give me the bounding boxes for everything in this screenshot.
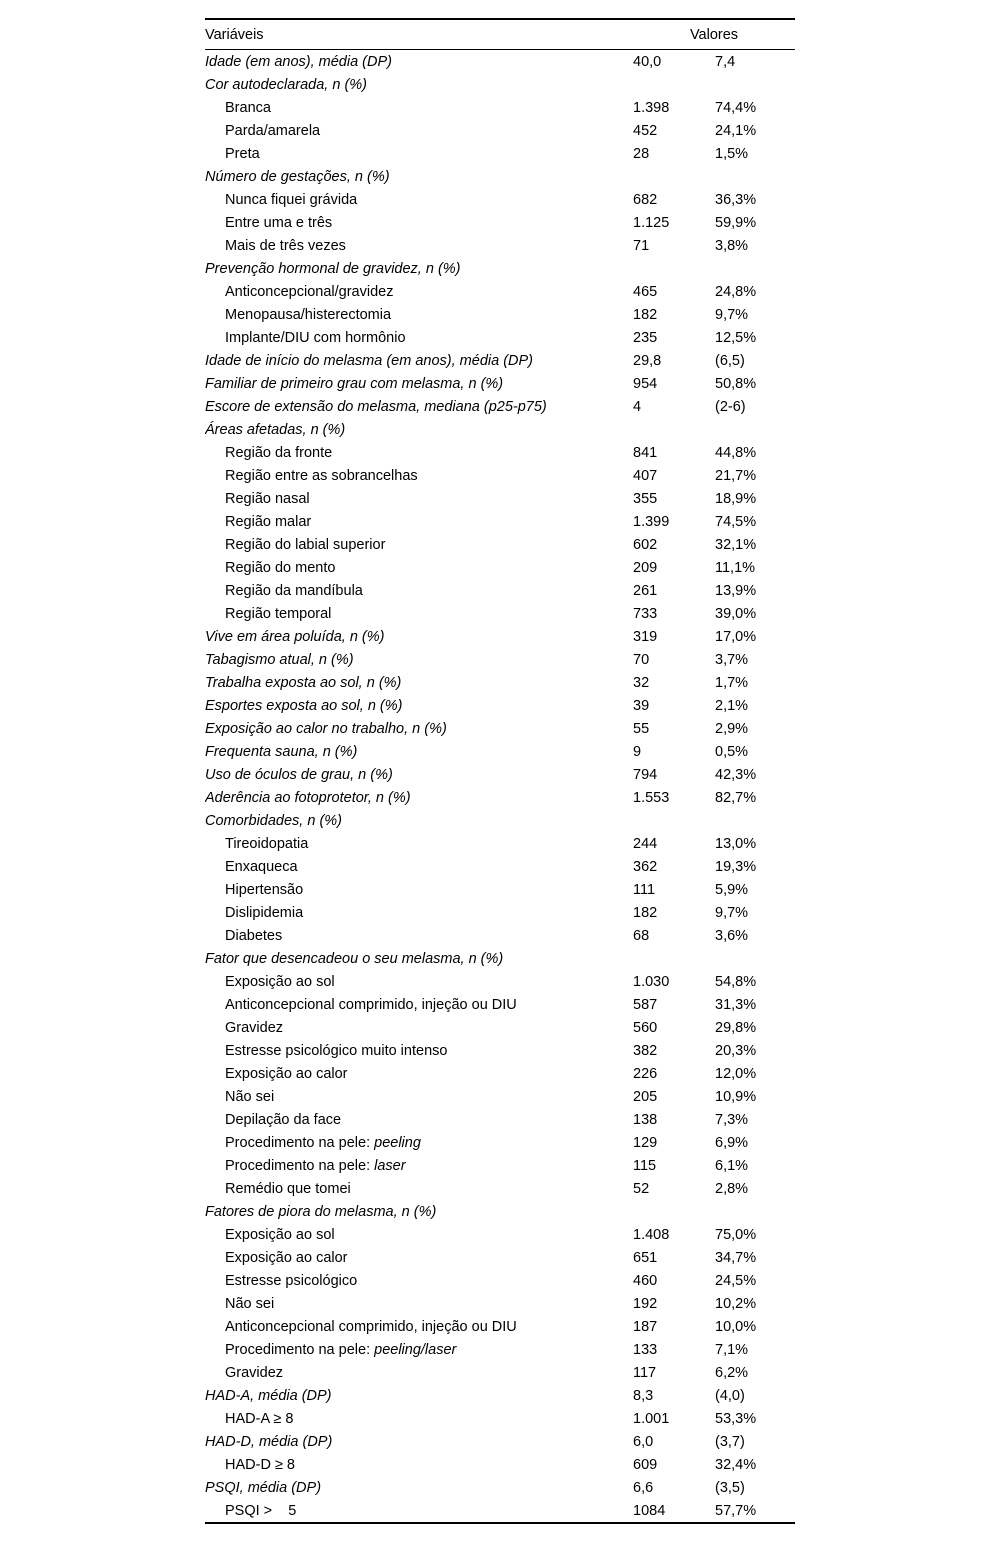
- row-value-count: 68: [633, 927, 650, 944]
- row-value-count: 560: [633, 1019, 658, 1036]
- row-value-percent: 36,3%: [715, 191, 757, 208]
- table-row: [205, 878, 795, 901]
- row-label-italic-part: peeling: [374, 1134, 421, 1151]
- table-row: [205, 487, 795, 510]
- table-row: [205, 740, 795, 763]
- row-value-percent: 13,0%: [715, 835, 757, 852]
- row-label: Estresse psicológico muito intenso: [225, 1042, 448, 1059]
- row-label: Branca: [225, 99, 271, 116]
- table-row: [205, 648, 795, 671]
- table-header-row: [205, 19, 795, 50]
- row-value-percent: 19,3%: [715, 858, 757, 875]
- row-label: Menopausa/histerectomia: [225, 306, 392, 323]
- row-value-count: [633, 947, 715, 970]
- row-value-count: 192: [633, 1295, 658, 1312]
- table-row: [205, 1361, 795, 1384]
- row-value-percent: 7,3%: [715, 1111, 749, 1128]
- table-row: [205, 809, 795, 832]
- row-value-count: 182: [633, 904, 658, 921]
- table-row: [205, 1476, 795, 1499]
- table-row: [205, 947, 795, 970]
- table-row: [205, 625, 795, 648]
- row-label: Exposição ao sol: [225, 1226, 335, 1243]
- row-label: HAD-D ≥ 8: [225, 1456, 295, 1473]
- table-container: [205, 18, 795, 1524]
- row-value-count: 40,0: [633, 53, 662, 70]
- row-value-count: 9: [633, 743, 642, 760]
- row-value-percent: 24,8%: [715, 283, 757, 300]
- row-value-count: 1.030: [633, 973, 670, 990]
- table-body: [205, 50, 795, 1524]
- row-label: Exposição ao sol: [225, 973, 335, 990]
- row-value-percent: 1,5%: [715, 145, 749, 162]
- row-value-count: 209: [633, 559, 658, 576]
- row-value-percent: 59,9%: [715, 214, 757, 231]
- column-header-valores: Valores: [633, 19, 795, 50]
- row-value-count: 319: [633, 628, 658, 645]
- row-label: Não sei: [225, 1295, 275, 1312]
- table-row: [205, 1269, 795, 1292]
- row-value-count: 6,0: [633, 1433, 654, 1450]
- row-label: Nunca fiquei grávida: [225, 191, 358, 208]
- row-value-percent: [715, 165, 795, 188]
- row-label: Anticoncepcional/gravidez: [225, 283, 394, 300]
- row-value-percent: 12,0%: [715, 1065, 757, 1082]
- row-value-count: [633, 809, 715, 832]
- table-row: [205, 1177, 795, 1200]
- table-row: [205, 234, 795, 257]
- table-row: [205, 1131, 795, 1154]
- row-label: Região temporal: [225, 605, 332, 622]
- row-value-percent: 11,1%: [715, 559, 756, 576]
- table-row: [205, 1315, 795, 1338]
- row-value-percent: [715, 947, 795, 970]
- row-value-percent: (3,5): [715, 1479, 745, 1496]
- row-label: Parda/amarela: [225, 122, 321, 139]
- table-row: [205, 280, 795, 303]
- table-row: [205, 96, 795, 119]
- table-row: [205, 970, 795, 993]
- row-value-percent: [715, 1200, 795, 1223]
- row-value-count: [633, 73, 715, 96]
- row-label: Vive em área poluída, n (%): [205, 628, 385, 645]
- table-row: [205, 372, 795, 395]
- row-label: Fatores de piora do melasma, n (%): [205, 1203, 437, 1220]
- row-label: Cor autodeclarada, n (%): [205, 76, 367, 93]
- row-value-percent: 29,8%: [715, 1019, 757, 1036]
- table-row: [205, 1062, 795, 1085]
- row-value-count: 205: [633, 1088, 658, 1105]
- row-value-percent: 10,2%: [715, 1295, 757, 1312]
- row-value-count: 954: [633, 375, 658, 392]
- row-label: Procedimento na pele: laser: [225, 1157, 406, 1174]
- row-value-percent: 9,7%: [715, 904, 749, 921]
- row-label: Região malar: [225, 513, 312, 530]
- row-value-percent: 82,7%: [715, 789, 757, 806]
- row-value-count: 1.399: [633, 513, 670, 530]
- row-value-percent: (2-6): [715, 398, 746, 415]
- row-value-percent: 3,8%: [715, 237, 749, 254]
- table-row: [205, 1108, 795, 1131]
- row-label: Região da mandíbula: [225, 582, 363, 599]
- table-row: [205, 993, 795, 1016]
- table-row: [205, 1246, 795, 1269]
- row-value-count: 794: [633, 766, 658, 783]
- table-row: [205, 510, 795, 533]
- row-value-count: 111: [633, 881, 656, 898]
- row-value-count: 609: [633, 1456, 658, 1473]
- table-row: [205, 1407, 795, 1430]
- row-label: Dislipidemia: [225, 904, 304, 921]
- row-label: Implante/DIU com hormônio: [225, 329, 406, 346]
- row-value-percent: 32,4%: [715, 1456, 757, 1473]
- table-row: [205, 924, 795, 947]
- row-value-percent: 17,0%: [715, 628, 757, 645]
- row-value-count: [633, 1200, 715, 1223]
- table-row: [205, 533, 795, 556]
- row-label: Exposição ao calor: [225, 1065, 348, 1082]
- row-label: Região do labial superior: [225, 536, 386, 553]
- row-value-percent: 24,1%: [715, 122, 757, 139]
- row-value-percent: 75,0%: [715, 1226, 757, 1243]
- table-row: [205, 1200, 795, 1223]
- row-value-count: 651: [633, 1249, 658, 1266]
- table-row: [205, 211, 795, 234]
- row-label-italic-part: peeling/laser: [374, 1341, 457, 1358]
- row-value-percent: (4,0): [715, 1387, 745, 1404]
- table-row: [205, 579, 795, 602]
- row-value-percent: 74,5%: [715, 513, 757, 530]
- row-value-percent: 2,9%: [715, 720, 749, 737]
- column-header-variaveis: Variáveis: [205, 19, 633, 50]
- table-row: [205, 326, 795, 349]
- row-label: Esportes exposta ao sol, n (%): [205, 697, 403, 714]
- table-row: [205, 50, 795, 74]
- row-label: Região do mento: [225, 559, 336, 576]
- row-label: HAD-A ≥ 8: [225, 1410, 294, 1427]
- row-value-count: 1.398: [633, 99, 670, 116]
- row-value-count: 244: [633, 835, 658, 852]
- row-value-count: 1.553: [633, 789, 670, 806]
- row-label: Região da fronte: [225, 444, 333, 461]
- row-value-count: 29,8: [633, 352, 662, 369]
- row-value-count: 602: [633, 536, 658, 553]
- table-row: [205, 556, 795, 579]
- row-label: Uso de óculos de grau, n (%): [205, 766, 393, 783]
- row-value-count: 4: [633, 398, 642, 415]
- row-value-percent: 10,0%: [715, 1318, 757, 1335]
- row-value-count: 1.408: [633, 1226, 670, 1243]
- row-value-count: 39: [633, 697, 650, 714]
- row-label-italic-part: laser: [374, 1157, 406, 1174]
- table-row: [205, 763, 795, 786]
- row-label: HAD-A, média (DP): [205, 1387, 332, 1404]
- row-value-percent: 0,5%: [715, 743, 749, 760]
- row-label: Gravidez: [225, 1019, 284, 1036]
- row-value-percent: 20,3%: [715, 1042, 757, 1059]
- row-value-count: [633, 257, 715, 280]
- row-label: Idade (em anos), média (DP): [205, 53, 392, 70]
- table-row: [205, 441, 795, 464]
- row-value-count: 235: [633, 329, 658, 346]
- row-value-count: 187: [633, 1318, 658, 1335]
- row-value-count: 1.001: [633, 1410, 670, 1427]
- row-value-percent: 44,8%: [715, 444, 757, 461]
- row-value-percent: 5,9%: [715, 881, 749, 898]
- row-value-percent: 3,6%: [715, 927, 749, 944]
- row-label: Remédio que tomei: [225, 1180, 351, 1197]
- row-value-percent: 32,1%: [715, 536, 757, 553]
- row-value-percent: 6,9%: [715, 1134, 749, 1151]
- table-row: [205, 1039, 795, 1062]
- row-value-count: 117: [633, 1364, 657, 1381]
- row-label: Fator que desencadeou o seu melasma, n (%): [205, 950, 504, 967]
- row-value-percent: 54,8%: [715, 973, 757, 990]
- row-label: Comorbidades, n (%): [205, 812, 342, 829]
- table-row: [205, 1384, 795, 1407]
- row-label: Anticoncepcional comprimido, injeção ou DIU: [225, 1318, 517, 1335]
- row-value-count: 682: [633, 191, 658, 208]
- row-label: Trabalha exposta ao sol, n (%): [205, 674, 402, 691]
- row-value-percent: 2,1%: [715, 697, 749, 714]
- row-label: Mais de três vezes: [225, 237, 346, 254]
- row-value-percent: 13,9%: [715, 582, 757, 599]
- table-row: [205, 1223, 795, 1246]
- row-value-percent: 6,2%: [715, 1364, 749, 1381]
- row-value-percent: 10,9%: [715, 1088, 757, 1105]
- table-row: [205, 602, 795, 625]
- row-value-percent: 3,7%: [715, 651, 749, 668]
- row-value-percent: 21,7%: [715, 467, 757, 484]
- row-label: Depilação da face: [225, 1111, 342, 1128]
- row-value-count: 226: [633, 1065, 658, 1082]
- row-value-percent: 9,7%: [715, 306, 749, 323]
- table-row: [205, 464, 795, 487]
- row-label: Exposição ao calor: [225, 1249, 348, 1266]
- row-value-percent: [715, 257, 795, 280]
- table-row: [205, 1499, 795, 1523]
- row-value-percent: 12,5%: [715, 329, 757, 346]
- table-row: [205, 418, 795, 441]
- row-label: Prevenção hormonal de gravidez, n (%): [205, 260, 461, 277]
- table-row: [205, 303, 795, 326]
- row-label: Escore de extensão do melasma, mediana (p25-p75): [205, 398, 547, 415]
- row-value-percent: 7,4: [715, 53, 736, 70]
- row-value-count: 133: [633, 1341, 658, 1358]
- table-row: [205, 901, 795, 924]
- table-row: [205, 257, 795, 280]
- row-value-count: 71: [633, 237, 650, 254]
- row-label: Áreas afetadas, n (%): [205, 421, 346, 438]
- row-value-count: 407: [633, 467, 658, 484]
- row-value-percent: 18,9%: [715, 490, 757, 507]
- row-value-count: 182: [633, 306, 658, 323]
- row-value-count: 465: [633, 283, 658, 300]
- row-value-percent: (6,5): [715, 352, 745, 369]
- row-label: Região entre as sobrancelhas: [225, 467, 418, 484]
- row-value-percent: 74,4%: [715, 99, 757, 116]
- table-row: [205, 1453, 795, 1476]
- row-value-count: 355: [633, 490, 658, 507]
- row-label: Região nasal: [225, 490, 310, 507]
- row-value-count: 70: [633, 651, 650, 668]
- row-label: Familiar de primeiro grau com melasma, n (%): [205, 375, 504, 392]
- row-value-percent: [715, 73, 795, 96]
- row-value-count: 841: [633, 444, 658, 461]
- row-label: Frequenta sauna, n (%): [205, 743, 358, 760]
- row-label: Idade de início do melasma (em anos), média (DP): [205, 352, 534, 369]
- table-row: [205, 119, 795, 142]
- table-row: [205, 832, 795, 855]
- table-row: [205, 1430, 795, 1453]
- row-value-percent: 39,0%: [715, 605, 757, 622]
- data-table: [205, 18, 795, 1524]
- table-row: [205, 717, 795, 740]
- row-value-count: 8,3: [633, 1387, 654, 1404]
- row-value-count: [633, 418, 715, 441]
- table-row: [205, 349, 795, 372]
- row-label: Diabetes: [225, 927, 283, 944]
- row-value-count: 6,6: [633, 1479, 654, 1496]
- table-row: [205, 1016, 795, 1039]
- table-row: [205, 142, 795, 165]
- row-value-count: 362: [633, 858, 658, 875]
- row-value-count: 382: [633, 1042, 658, 1059]
- table-row: [205, 1292, 795, 1315]
- row-label: Enxaqueca: [225, 858, 298, 875]
- row-value-percent: 42,3%: [715, 766, 757, 783]
- row-value-count: 1.125: [633, 214, 670, 231]
- row-value-percent: [715, 809, 795, 832]
- row-value-count: 55: [633, 720, 650, 737]
- row-label: Número de gestações, n (%): [205, 168, 390, 185]
- row-label: PSQI, média (DP): [205, 1479, 322, 1496]
- row-label: Exposição ao calor no trabalho, n (%): [205, 720, 447, 737]
- row-label: Aderência ao fotoprotetor, n (%): [205, 789, 411, 806]
- row-value-count: 52: [633, 1180, 650, 1197]
- row-label: Entre uma e três: [225, 214, 333, 231]
- row-value-percent: 57,7%: [715, 1502, 757, 1519]
- table-row: [205, 786, 795, 809]
- row-value-count: 733: [633, 605, 658, 622]
- row-value-count: 460: [633, 1272, 658, 1289]
- row-label: Estresse psicológico: [225, 1272, 358, 1289]
- row-value-count: 452: [633, 122, 658, 139]
- row-value-percent: 34,7%: [715, 1249, 757, 1266]
- row-value-percent: 6,1%: [715, 1157, 749, 1174]
- row-value-percent: 24,5%: [715, 1272, 757, 1289]
- row-value-percent: 7,1%: [715, 1341, 749, 1358]
- row-value-count: 1084: [633, 1502, 666, 1519]
- row-label: Preta: [225, 145, 260, 162]
- row-value-count: [633, 165, 715, 188]
- table-row: [205, 165, 795, 188]
- row-value-count: 28: [633, 145, 650, 162]
- row-value-count: 138: [633, 1111, 658, 1128]
- row-value-percent: 1,7%: [715, 674, 749, 691]
- table-row: [205, 73, 795, 96]
- row-label: Gravidez: [225, 1364, 284, 1381]
- row-label: Tireoidopatia: [225, 835, 309, 852]
- table-row: [205, 855, 795, 878]
- row-label: Hipertensão: [225, 881, 304, 898]
- table-row: [205, 1154, 795, 1177]
- row-label: Anticoncepcional comprimido, injeção ou DIU: [225, 996, 517, 1013]
- row-value-percent: 2,8%: [715, 1180, 749, 1197]
- table-row: [205, 671, 795, 694]
- table-row: [205, 1338, 795, 1361]
- row-label: HAD-D, média (DP): [205, 1433, 333, 1450]
- table-row: [205, 395, 795, 418]
- row-value-percent: 50,8%: [715, 375, 757, 392]
- row-value-percent: [715, 418, 795, 441]
- table-row: [205, 1085, 795, 1108]
- row-value-percent: (3,7): [715, 1433, 745, 1450]
- row-label: Tabagismo atual, n (%): [205, 651, 354, 668]
- table-row: [205, 694, 795, 717]
- row-value-percent: 53,3%: [715, 1410, 757, 1427]
- row-value-percent: 31,3%: [715, 996, 757, 1013]
- row-value-count: 261: [633, 582, 658, 599]
- row-label: Não sei: [225, 1088, 275, 1105]
- row-value-count: 32: [633, 674, 650, 691]
- row-value-count: 129: [633, 1134, 658, 1151]
- table-row: [205, 188, 795, 211]
- row-value-count: 115: [633, 1157, 657, 1174]
- row-label: PSQI > 5: [225, 1502, 297, 1519]
- row-value-count: 587: [633, 996, 658, 1013]
- row-label: Procedimento na pele: peeling/laser: [225, 1341, 457, 1358]
- row-label: Procedimento na pele: peeling: [225, 1134, 421, 1151]
